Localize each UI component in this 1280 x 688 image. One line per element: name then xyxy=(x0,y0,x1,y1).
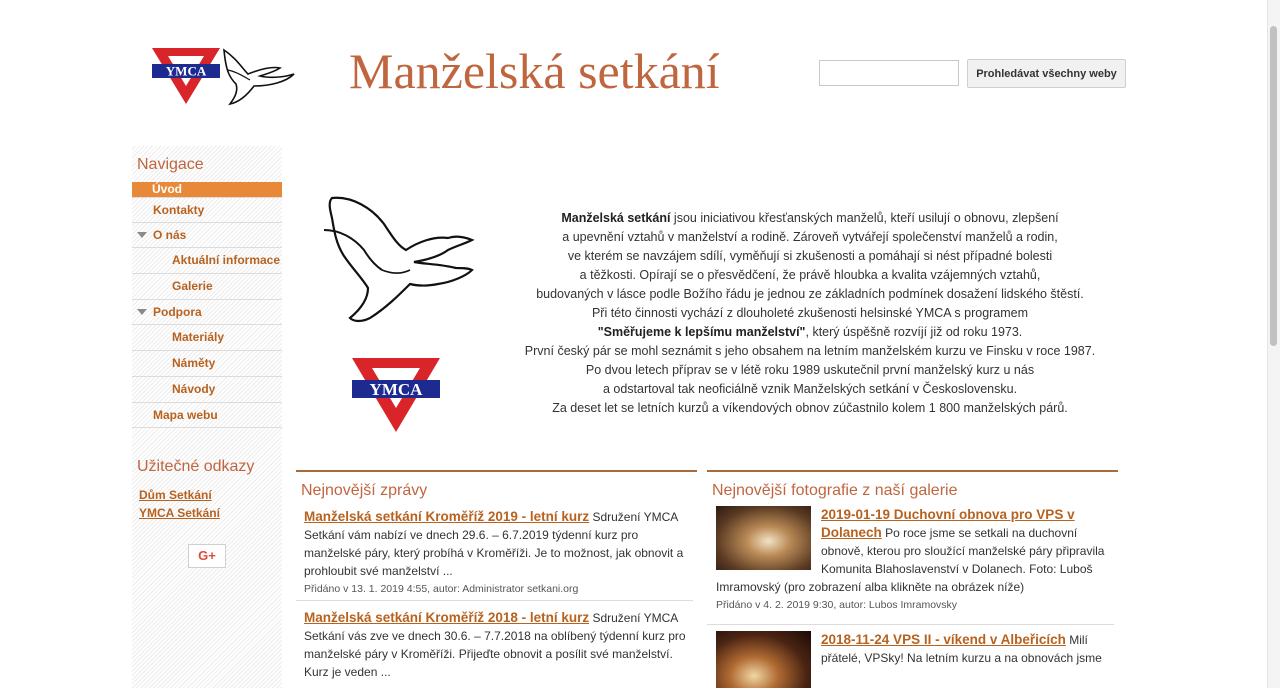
vertical-scrollbar[interactable] xyxy=(1267,0,1280,688)
intro-line: a odstartoval tak neoficiálně vznik Manželských setkání v Československu. xyxy=(602,382,1018,396)
album-thumbnail[interactable] xyxy=(716,631,811,688)
news-title-link[interactable]: Manželská setkání Kroměříž 2019 - letní kurz xyxy=(304,509,590,524)
nav-item-label[interactable]: Náměty xyxy=(172,356,216,370)
latest-news-heading: Nejnovější zprávy xyxy=(301,482,428,499)
link-dum-setkani[interactable]: Dům Setkání xyxy=(139,488,212,502)
nav-item-label[interactable]: Materiály xyxy=(172,330,225,344)
photo-album-item xyxy=(707,500,1114,625)
album-meta: Přidáno v 4. 2. 2019 9:30, autor: Lubos Imramovsky xyxy=(716,599,958,611)
link-item xyxy=(132,504,282,522)
news-text: Sdružení YMCA Setkání vás zve ve dnech 30.6. – 7.7.2018 na oblíbený týdenní kurz pro manželské páry v Kroměříži. Přijeďte obnovit a posílit své manželství. Kurz je veden ... xyxy=(304,611,686,679)
intro-line: Za deset let se letních kurzů a víkendových obnov zúčastnilo kolem 1 800 manželských párů. xyxy=(552,401,1068,415)
nav-item-label[interactable]: Podpora xyxy=(153,305,202,319)
navigation-menu xyxy=(132,182,282,428)
nav-item-mapa-webu[interactable] xyxy=(132,403,282,428)
nav-item-label[interactable]: Návody xyxy=(172,382,216,396)
nav-item-podpora[interactable] xyxy=(132,300,282,325)
intro-line: Po dvou letech příprav se v létě roku 1989 uskutečnil první manželský kurz u nás xyxy=(585,363,1035,377)
svg-text:YMCA: YMCA xyxy=(369,380,423,399)
latest-photos-section xyxy=(707,470,1118,688)
nav-item-label[interactable]: Mapa webu xyxy=(153,408,218,422)
intro-program-name: "Směřujeme k lepšímu manželství" xyxy=(597,325,806,339)
nav-item-label[interactable]: Aktuální informace xyxy=(172,253,281,267)
chevron-down-icon[interactable] xyxy=(137,309,147,315)
nav-item-label[interactable]: Galerie xyxy=(172,279,213,293)
intro-line: ve kterém se navzájem sdílí, vyměňují si zkušenosti a pomáhají si nést případné bolesti xyxy=(567,249,1053,263)
nav-item-aktualni-informace[interactable] xyxy=(132,248,282,274)
search-input[interactable] xyxy=(819,60,959,86)
nav-item-materialy[interactable] xyxy=(132,325,282,351)
nav-item-kontakty[interactable] xyxy=(132,198,282,223)
intro-line xyxy=(498,209,1122,228)
news-item xyxy=(296,500,693,601)
album-text: Po roce jsme se setkali na duchovní obnově, kterou pro sloužící manželské páry připravila Komunita Blahoslavenství v Dolanech. Foto: Luboš Imramovský (pro zobrazení alba klikněte na obrázek níže) xyxy=(716,526,1105,594)
navigation-heading: Navigace xyxy=(137,156,204,173)
intro-line-text: , který úspěšně rozvíjí již od roku 1973. xyxy=(805,325,1023,339)
nav-item-uvod[interactable] xyxy=(132,182,282,198)
search-all-sites-button[interactable]: Prohledávat všechny weby xyxy=(967,59,1126,88)
nav-item-galerie[interactable] xyxy=(132,274,282,300)
intro-line: Při této činnosti vychází z dlouholeté zkušenosti helsinské YMCA s programem xyxy=(591,306,1029,320)
intro-text xyxy=(498,209,1122,418)
nav-item-label[interactable]: Úvod xyxy=(152,182,182,196)
intro-line: budovaných v lásce podle Božího řádu je jednou ze základních podmínek dosažení lidského štěstí. xyxy=(536,287,1084,301)
album-title-link[interactable]: 2019-01-19 Duchovní obnova pro VPS v Dolanech xyxy=(821,507,1075,540)
intro-line xyxy=(498,323,1122,342)
intro-line-text: jsou iniciativou křesťanských manželů, kteří usilují o obnovu, zlepšení xyxy=(670,211,1059,225)
google-plus-share-button[interactable]: G+ xyxy=(188,544,226,568)
sidebar xyxy=(132,146,282,688)
scrollbar-thumb[interactable] xyxy=(1270,26,1277,346)
link-item xyxy=(132,486,282,504)
news-title-link[interactable]: Manželská setkání Kroměříž 2018 - letní kurz xyxy=(304,610,590,625)
svg-text:YMCA: YMCA xyxy=(165,63,207,79)
nav-item-label[interactable]: Kontakty xyxy=(153,203,205,217)
news-meta: Přidáno v 13. 1. 2019 4:55, autor: Administrator setkani.org xyxy=(304,583,579,595)
useful-links-list xyxy=(132,486,282,522)
intro-line: a těžkosti. Opírají se o přesvědčení, že právě hloubka a kvalita vzájemných vztahů, xyxy=(579,268,1041,282)
intro-line: První český pár se mohl seznámit s jeho obsahem na letním manželském kurzu ve Finsku v roce 1987. xyxy=(524,344,1096,358)
nav-item-navody[interactable] xyxy=(132,377,282,403)
site-title[interactable]: Manželská setkání xyxy=(349,43,720,99)
ymca-dove-logo[interactable] xyxy=(150,44,300,108)
nav-item-o-nas[interactable] xyxy=(132,223,282,248)
nav-item-namety[interactable] xyxy=(132,351,282,377)
album-text: Milí přátelé, VPSky! Na letním kurzu a na obnovách jsme xyxy=(821,633,1102,665)
photo-album-item xyxy=(707,625,1118,688)
nav-item-label[interactable]: O nás xyxy=(153,228,187,242)
dove-illustration xyxy=(322,190,477,330)
intro-bold-lead: Manželská setkání xyxy=(561,211,671,225)
news-text: Sdružení YMCA Setkání vám nabízí ve dnech 29.6. – 6.7.2019 týdenní kurz pro manželské páry, který probíhá v Kroměříži. Je to možnost, jak obnovit a prohloubit své manželství ... xyxy=(304,510,684,578)
news-item xyxy=(296,601,697,681)
latest-news-section xyxy=(296,470,697,681)
link-ymca-setkani[interactable]: YMCA Setkání xyxy=(139,506,220,520)
album-thumbnail[interactable] xyxy=(716,506,811,570)
useful-links-heading: Užitečné odkazy xyxy=(137,458,255,475)
intro-line: a upevnění vztahů v manželství a rodině. Zároveň vytvářejí společenství manželů a rodin, xyxy=(562,230,1058,244)
latest-photos-heading: Nejnovější fotografie z naší galerie xyxy=(712,482,958,499)
album-title-link[interactable]: 2018-11-24 VPS II - víkend v Albeřicích xyxy=(821,632,1066,647)
chevron-down-icon[interactable] xyxy=(137,232,147,238)
ymca-logo xyxy=(350,356,442,434)
